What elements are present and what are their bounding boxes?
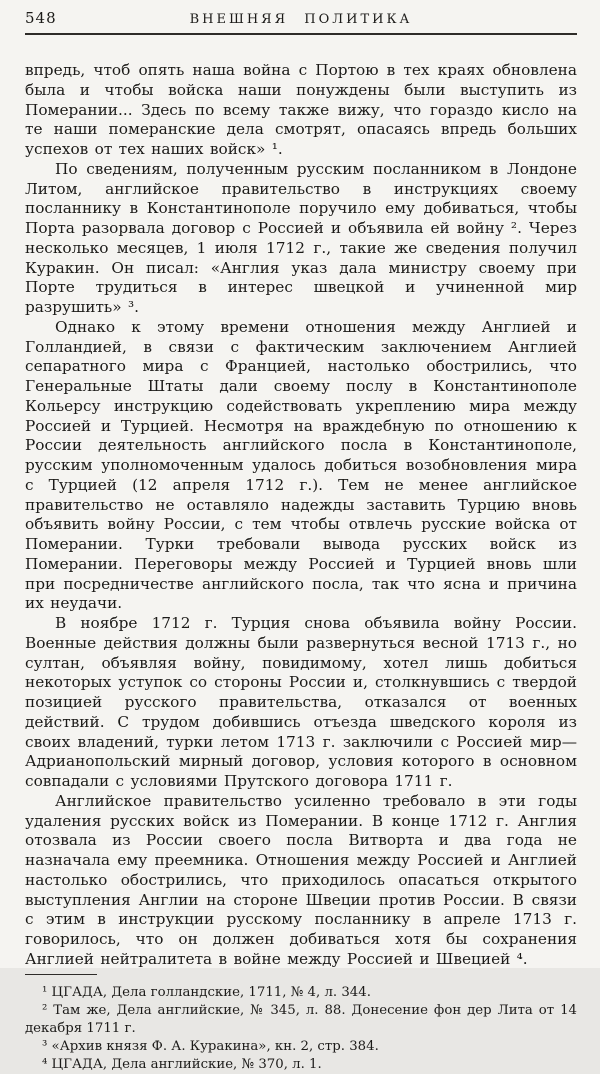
body-paragraph-3: Однако к этому времени отношения между Англией и Голландией, в связи с фактическим заключением Англией сепаратного мира с Францией, настолько обострились, что Генеральные Штаты дали своему послу в Константинополе Кольерсу инструкцию содействовать укреплению мира между Россией и Турцией. Несмотря на враждебную по отношению к России деятельность английского посла в Константинополе, русским уполномоченным удалось добиться возобновления мира с Турцией (12 апреля 1712 г.). Тем не менее английское правительство не оставляло надежды заставить Турцию вновь объявить войну России, с тем чтобы отвлечь русские войска от Померании. Турки требовали вывода русских войск из Померании. Переговоры между Россией и Турцией вновь шли при посредничестве английского посла, так что ясна и причина их неудачи. bbox=[25, 317, 577, 613]
body-paragraph-5: Английское правительство усиленно требовало в эти годы удаления русских войск из Померании. В конце 1712 г. Англия отозвала из России своего посла Витворта и два года не назначала ему преемника. Отношения между Россией и Англией настолько обострились, что приходилось опасаться открытого выступления Англии на стороне Швеции против России. В связи с этим в инструкции русскому посланнику в апреле 1713 г. говорилось, что он должен добиваться хотя бы сохранения Англией нейтралитета в войне между Россией и Швецией ⁴. bbox=[25, 791, 577, 968]
body-paragraph-2: По сведениям, полученным русским посланником в Лондоне Литом, английское правительство в инструкциях своему посланнику в Константинополе поручило ему добиваться, чтобы Порта разорвала договор с Россией и объявила ей войну ². Через несколько месяцев, 1 июля 1712 г., такие же сведения получил Куракин. Он писал: «Англия указ дала министру своему при Порте трудиться в интерес швецкой и учиненной мир разрушить» ³. bbox=[25, 159, 577, 316]
page-header bbox=[25, 0, 577, 28]
body-paragraph-4: В ноябре 1712 г. Турция снова объявила войну России. Военные действия должны были развернуться весной 1713 г., но султан, объявляя войну, повидимому, хотел лишь добиться некоторых уступок со стороны России и, столкнувшись с твердой позицией русского правительства, отказался от военных действий. С трудом добившись отъезда шведского короля из своих владений, турки летом 1713 г. заключили с Россией мир—Адрианопольский мирный договор, условия которого в основном совпадали с условиями Прутского договора 1711 г. bbox=[25, 614, 577, 790]
header-rule bbox=[25, 33, 577, 35]
body-paragraph-1: впредь, чтоб опять наша война с Портою в тех краях обновлена была и чтобы войска наши понуждены были выступить из Померании... Здесь по всему также вижу, что гораздо кисло на те наши померанские дела смотрят, опасаясь впредь больших успехов от тех наших войск» ¹. bbox=[25, 61, 577, 158]
footnote-item-3: ³ «Архив князя Ф. А. Куракина», кн. 2, стр. 384. bbox=[42, 1038, 379, 1054]
footnotes bbox=[25, 984, 577, 1074]
page-number: 548 bbox=[25, 9, 57, 27]
footnote-item-1: ¹ ЦГАДА, Дела голландские, 1711, № 4, л. 344. bbox=[42, 984, 371, 1000]
footnote-item-4: ⁴ ЦГАДА, Дела английские, № 370, л. 1. bbox=[42, 1056, 322, 1072]
running-header-title: ВНЕШНЯЯ ПОЛИТИКА bbox=[189, 12, 413, 27]
body-text bbox=[25, 61, 577, 970]
footnote-item-2: ² Там же, Дела английские, № 345, л. 88. Донесение фон дер Лита от 14 декабря 1711 г. bbox=[25, 1002, 577, 1036]
footnote-separator bbox=[25, 974, 97, 975]
